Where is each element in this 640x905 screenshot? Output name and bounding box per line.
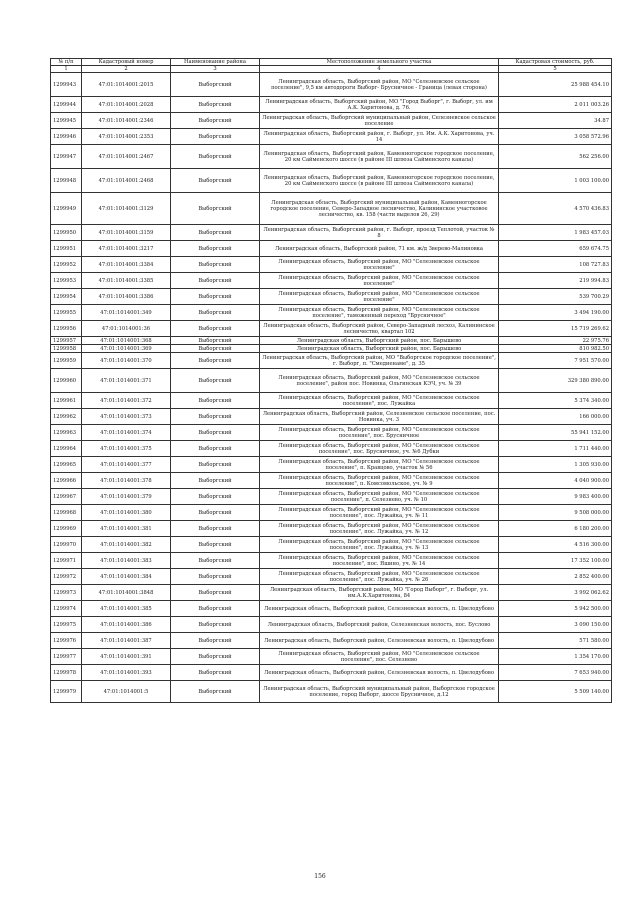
district-name: Выборгский <box>171 473 260 489</box>
cadastral-number: 47:01:1014001:381 <box>82 521 171 537</box>
header-number: № п/п <box>51 59 82 66</box>
row-number: 1299961 <box>51 393 82 409</box>
cadastral-number: 47:01:1014001:349 <box>82 305 171 321</box>
cadastral-number: 47:01:1014001:384 <box>82 569 171 585</box>
land-location: Ленинградская область, Выборгский район, Селезневская волость, п. Цвелодубово <box>260 633 499 649</box>
cadastral-value: 659 674.75 <box>499 241 612 257</box>
row-number: 1299970 <box>51 537 82 553</box>
table-row <box>51 665 612 681</box>
district-name: Выборгский <box>171 241 260 257</box>
land-location: Ленинградская область, Выборгский район, МО "Селезневское сельское поселение" <box>260 273 499 289</box>
cadastral-value: 562 256.00 <box>499 145 612 169</box>
land-location: Ленинградская область, Выборгский район, МО "Селезневское сельское поселение", п. Селезнево, уч. № 10 <box>260 489 499 505</box>
land-location: Ленинградская область, Выборгский район, МО "Селезневское сельское поселение", пос. Лужайка <box>260 393 499 409</box>
row-number: 1299974 <box>51 601 82 617</box>
cadastral-value: 3 992 062.62 <box>499 585 612 601</box>
cadastral-value: 7 951 570.00 <box>499 353 612 369</box>
row-number: 1299960 <box>51 369 82 393</box>
cadastral-value: 2 852 400.00 <box>499 569 612 585</box>
row-number: 1299973 <box>51 585 82 601</box>
table-row <box>51 345 612 353</box>
row-number: 1299962 <box>51 409 82 425</box>
cadastral-value: 4 040 900.00 <box>499 473 612 489</box>
table-row <box>51 257 612 273</box>
table-row <box>51 617 612 633</box>
district-name: Выборгский <box>171 681 260 703</box>
district-name: Выборгский <box>171 617 260 633</box>
land-location: Ленинградская область, Выборгский район, Северо-Западный лесхоз, Калининское лесничество, квартал 102 <box>260 321 499 337</box>
cadastral-value: 1 354 170.00 <box>499 649 612 665</box>
table-row <box>51 633 612 649</box>
row-number: 1299945 <box>51 113 82 129</box>
land-location: Ленинградская область, Выборгский район, МО "Селезневское сельское поселение", п. Комсомольское, уч. № 9 <box>260 473 499 489</box>
table-row <box>51 553 612 569</box>
cadastral-value: 4 516 300.00 <box>499 537 612 553</box>
column-number: 5 <box>499 66 612 73</box>
cadastral-number: 47:01:1014001:2346 <box>82 113 171 129</box>
row-number: 1299977 <box>51 649 82 665</box>
district-name: Выборгский <box>171 369 260 393</box>
cadastral-number: 47:01:1014001:2467 <box>82 145 171 169</box>
cadastral-value: 9 983 400.00 <box>499 489 612 505</box>
column-number: 1 <box>51 66 82 73</box>
cadastral-value: 3 090 150.00 <box>499 617 612 633</box>
row-number: 1299947 <box>51 145 82 169</box>
district-name: Выборгский <box>171 145 260 169</box>
table-body <box>51 73 612 703</box>
cadastral-number: 47:01:1014001:382 <box>82 537 171 553</box>
cadastral-value: 3 494 190.00 <box>499 305 612 321</box>
table-row <box>51 353 612 369</box>
table-row <box>51 97 612 113</box>
row-number: 1299972 <box>51 569 82 585</box>
cadastral-number: 47:01:1014001:3217 <box>82 241 171 257</box>
table-row <box>51 169 612 193</box>
table-row <box>51 505 612 521</box>
table-row <box>51 225 612 241</box>
header-district: Наименование района <box>171 59 260 66</box>
cadastral-value: 1 003 100.00 <box>499 169 612 193</box>
cadastral-number: 47:01:1014001:375 <box>82 441 171 457</box>
land-location: Ленинградская область, Выборгский район, МО "Селезневское сельское поселение", пос. Лужайка, уч. № 12 <box>260 521 499 537</box>
table-row <box>51 425 612 441</box>
cadastral-number: 47:01:1014001:3159 <box>82 225 171 241</box>
row-number: 1299979 <box>51 681 82 703</box>
cadastral-value: 166 000.00 <box>499 409 612 425</box>
table-row <box>51 457 612 473</box>
land-location: Ленинградская область, Выборгский район, МО "Селезневское сельское поселение", пос. Брусничное, уч. №6 Дубки <box>260 441 499 457</box>
district-name: Выборгский <box>171 273 260 289</box>
land-location: Ленинградская область, Выборгский муниципальный район, Каменногорское городское поселение, Северо-Западное лесничество, Калининское участковое лесничество, кв. 158 (части выделов 26, 29) <box>260 193 499 225</box>
cadastral-number: 47:01:1014001:373 <box>82 409 171 425</box>
district-name: Выборгский <box>171 457 260 473</box>
district-name: Выборгский <box>171 425 260 441</box>
land-location: Ленинградская область, Выборгский район, Каменногорское городское поселение, 20 км Сайменского шоссе (в районе III шлюза Сайменского канала) <box>260 145 499 169</box>
district-name: Выборгский <box>171 649 260 665</box>
row-number: 1299978 <box>51 665 82 681</box>
row-number: 1299976 <box>51 633 82 649</box>
row-number: 1299965 <box>51 457 82 473</box>
district-name: Выборгский <box>171 521 260 537</box>
land-location: Ленинградская область, Выборгский район, МО "Селезневское сельское поселение", п. Кравцово, участок № 56 <box>260 457 499 473</box>
table-row <box>51 193 612 225</box>
district-name: Выборгский <box>171 585 260 601</box>
district-name: Выборгский <box>171 113 260 129</box>
district-name: Выборгский <box>171 569 260 585</box>
district-name: Выборгский <box>171 321 260 337</box>
cadastral-number: 47:01:1014001:3129 <box>82 193 171 225</box>
district-name: Выборгский <box>171 537 260 553</box>
row-number: 1299950 <box>51 225 82 241</box>
land-location: Ленинградская область, Выборгский район, МО "Селезневское сельское поселение", пос. Лужайка, уч. № 13 <box>260 537 499 553</box>
district-name: Выборгский <box>171 129 260 145</box>
district-name: Выборгский <box>171 337 260 345</box>
cadastral-value: 55 941 152.00 <box>499 425 612 441</box>
land-location: Ленинградская область, Выборгский район, МО "Селезневское сельское поселение", 9,5 км автодороги Выборг- Брусничное - Граница (левая сторона) <box>260 73 499 97</box>
cadastral-number: 47:01:1014001:377 <box>82 457 171 473</box>
land-location: Ленинградская область, Выборгский район, Селезневское сельское поселение, пос. Новинка, уч. 3 <box>260 409 499 425</box>
row-number: 1299963 <box>51 425 82 441</box>
row-number: 1299968 <box>51 505 82 521</box>
district-name: Выборгский <box>171 393 260 409</box>
cadastral-value: 34.87 <box>499 113 612 129</box>
row-number: 1299971 <box>51 553 82 569</box>
land-location: Ленинградская область, Выборгский район, 71 км. ж/д Зверево-Малиновка <box>260 241 499 257</box>
row-number: 1299949 <box>51 193 82 225</box>
land-location: Ленинградская область, Выборгский район, Селезневская волость, п. Цвелодубово <box>260 665 499 681</box>
table-row <box>51 649 612 665</box>
cadastral-value: 6 180 200.00 <box>499 521 612 537</box>
table-row <box>51 337 612 345</box>
cadastral-value: 25 988 454.10 <box>499 73 612 97</box>
row-number: 1299948 <box>51 169 82 193</box>
cadastral-value: 17 352 100.00 <box>499 553 612 569</box>
cadastral-value: 810 982.50 <box>499 345 612 353</box>
district-name: Выборгский <box>171 73 260 97</box>
row-number: 1299966 <box>51 473 82 489</box>
cadastral-number: 47:01:1014001:370 <box>82 353 171 369</box>
land-location: Ленинградская область, Выборгский муниципальный район, Селезневское сельское поселение <box>260 113 499 129</box>
row-number: 1299958 <box>51 345 82 353</box>
row-number: 1299969 <box>51 521 82 537</box>
table-row <box>51 73 612 97</box>
cadastral-value: 329 380 890.00 <box>499 369 612 393</box>
table-row <box>51 409 612 425</box>
cadastral-value: 5 374 340.00 <box>499 393 612 409</box>
row-number: 1299967 <box>51 489 82 505</box>
cadastral-number: 47:01:1014001:391 <box>82 649 171 665</box>
row-number: 1299975 <box>51 617 82 633</box>
district-name: Выборгский <box>171 633 260 649</box>
document-sheet <box>50 58 609 703</box>
cadastral-number: 47:01:1014001:2028 <box>82 97 171 113</box>
cadastral-number: 47:01:1014001:378 <box>82 473 171 489</box>
row-number: 1299954 <box>51 289 82 305</box>
cadastral-value: 4 570 436.83 <box>499 193 612 225</box>
cadastral-value: 15 719 269.62 <box>499 321 612 337</box>
cadastral-number: 47:01:1014001:2015 <box>82 73 171 97</box>
land-location: Ленинградская область, Выборгский район, г. Выборг, ул. Им. А.К. Харитонова, уч. 14 <box>260 129 499 145</box>
district-name: Выборгский <box>171 225 260 241</box>
table-row <box>51 585 612 601</box>
table-row <box>51 601 612 617</box>
land-location: Ленинградская область, Выборгский район, МО "Город Выборг", г. Выборг, ул. им А.К. Харитонова, д. 76. <box>260 97 499 113</box>
cadastral-number: 47:01:1014001:5 <box>82 681 171 703</box>
district-name: Выборгский <box>171 169 260 193</box>
table-row <box>51 521 612 537</box>
cadastral-value: 2 011 003.26 <box>499 97 612 113</box>
row-number: 1299943 <box>51 73 82 97</box>
cadastral-number: 47:01:1014001:3385 <box>82 273 171 289</box>
table-header-row <box>51 59 612 66</box>
cadastral-number: 47:01:1014001:368 <box>82 337 171 345</box>
cadastral-value: 1 983 457.03 <box>499 225 612 241</box>
row-number: 1299957 <box>51 337 82 345</box>
land-location: Ленинградская область, Выборгский район, МО "Селезневское сельское поселение", пос. Лужайка, уч. № 11 <box>260 505 499 521</box>
header-cadastral: Кадастровый номер <box>82 59 171 66</box>
cadastral-number: 47:01:1014001:383 <box>82 553 171 569</box>
cadastral-number: 47:01:1014001:387 <box>82 633 171 649</box>
district-name: Выборгский <box>171 505 260 521</box>
table-row <box>51 241 612 257</box>
district-name: Выборгский <box>171 97 260 113</box>
land-location: Ленинградская область, Выборгский район, МО "Селезневское сельское поселение", пос. Яшино, уч. № 14 <box>260 553 499 569</box>
land-location: Ленинградская область, Выборгский район, МО "Селезневское сельское поселение" <box>260 257 499 273</box>
cadastral-number: 47:01:1014001:2353 <box>82 129 171 145</box>
cadastral-number: 47:01:1014001:380 <box>82 505 171 521</box>
district-name: Выборгский <box>171 553 260 569</box>
cadastral-value: 219 994.83 <box>499 273 612 289</box>
cadastral-value: 571 580.00 <box>499 633 612 649</box>
land-location: Ленинградская область, Выборгский район, г. Выборг, проезд Теплотой, участок № 8 <box>260 225 499 241</box>
cadastral-value: 108 727.83 <box>499 257 612 273</box>
cadastral-number: 47:01:1014001:371 <box>82 369 171 393</box>
cadastral-value: 3 058 572.96 <box>499 129 612 145</box>
cadastral-number: 47:01:1014001:385 <box>82 601 171 617</box>
table-row <box>51 681 612 703</box>
cadastral-number: 47:01:1014001:372 <box>82 393 171 409</box>
cadastral-value: 1 305 930.00 <box>499 457 612 473</box>
column-number: 2 <box>82 66 171 73</box>
cadastral-number: 47:01:1014001:3848 <box>82 585 171 601</box>
cadastral-value: 9 508 000.00 <box>499 505 612 521</box>
table-row <box>51 393 612 409</box>
table-row <box>51 473 612 489</box>
land-location: Ленинградская область, Выборгский район, Селезневская волость, п. Цвелодубово <box>260 601 499 617</box>
district-name: Выборгский <box>171 353 260 369</box>
cadastral-number: 47:01:1014001:2468 <box>82 169 171 193</box>
table-row <box>51 145 612 169</box>
table-row <box>51 569 612 585</box>
page-number: 156 <box>314 873 326 880</box>
row-number: 1299959 <box>51 353 82 369</box>
land-location: Ленинградская область, Выборгский район, МО "Селезневское сельское поселение" <box>260 289 499 305</box>
land-location: Ленинградская область, Выборгский район, МО "Селезневское сельское поселение", пос. Селезнево <box>260 649 499 665</box>
cadastral-number: 47:01:1014001:374 <box>82 425 171 441</box>
cadastral-value: 5 942 500.00 <box>499 601 612 617</box>
land-location: Ленинградская область, Выборгский район, Каменногорское городское поселение, 20 км Сайменского шоссе (в районе III шлюза Сайменского канала) <box>260 169 499 193</box>
cadastral-number: 47:01:1014001:36 <box>82 321 171 337</box>
cadastral-value: 7 653 940.00 <box>499 665 612 681</box>
header-location: Местоположение земельного участка <box>260 59 499 66</box>
row-number: 1299952 <box>51 257 82 273</box>
land-location: Ленинградская область, Выборгский район, МО "Селезневское сельское поселение", таможенный переход "Брусничное" <box>260 305 499 321</box>
cadastral-number: 47:01:1014001:369 <box>82 345 171 353</box>
land-location: Ленинградская область, Выборгский район, МО "Город Выборг", г. Выборг, ул. им.А.К.Харитонова, 84 <box>260 585 499 601</box>
table-row <box>51 273 612 289</box>
land-location: Ленинградская область, Выборгский район, Селезневская волость, пос. Бусловo <box>260 617 499 633</box>
row-number: 1299955 <box>51 305 82 321</box>
cadastral-number: 47:01:1014001:393 <box>82 665 171 681</box>
cadastral-number: 47:01:1014001:3384 <box>82 257 171 273</box>
row-number: 1299956 <box>51 321 82 337</box>
cadastral-value: 1 711 440.00 <box>499 441 612 457</box>
district-name: Выборгский <box>171 489 260 505</box>
land-location: Ленинградская область, Выборгский район, МО "Селезневское сельское поселение", пос. Брусничное <box>260 425 499 441</box>
row-number: 1299953 <box>51 273 82 289</box>
cadastral-number: 47:01:1014001:3386 <box>82 289 171 305</box>
table-row <box>51 489 612 505</box>
table-row <box>51 369 612 393</box>
table-row <box>51 441 612 457</box>
land-location: Ленинградская область, Выборгский район, МО "Селезневское сельское поселение", пос. Лужайка, уч. № 26 <box>260 569 499 585</box>
district-name: Выборгский <box>171 601 260 617</box>
table-row <box>51 321 612 337</box>
cadastral-value: 539 700.29 <box>499 289 612 305</box>
district-name: Выборгский <box>171 289 260 305</box>
column-number: 3 <box>171 66 260 73</box>
cadastral-value: 5 509 140.00 <box>499 681 612 703</box>
table-row <box>51 129 612 145</box>
cadastral-table <box>50 58 612 703</box>
table-row <box>51 537 612 553</box>
table-row <box>51 289 612 305</box>
district-name: Выборгский <box>171 441 260 457</box>
district-name: Выборгский <box>171 345 260 353</box>
district-name: Выборгский <box>171 305 260 321</box>
cadastral-value: 22 975.76 <box>499 337 612 345</box>
row-number: 1299964 <box>51 441 82 457</box>
cadastral-number: 47:01:1014001:379 <box>82 489 171 505</box>
header-value: Кадастровая стоимость, руб. <box>499 59 612 66</box>
table-row <box>51 305 612 321</box>
land-location: Ленинградская область, Выборгский район, пос. Барышево <box>260 345 499 353</box>
row-number: 1299944 <box>51 97 82 113</box>
district-name: Выборгский <box>171 665 260 681</box>
cadastral-number: 47:01:1014001:386 <box>82 617 171 633</box>
district-name: Выборгский <box>171 193 260 225</box>
district-name: Выборгский <box>171 257 260 273</box>
land-location: Ленинградская область, Выборгский район, пос. Барышево <box>260 337 499 345</box>
land-location: Ленинградская область, Выборгский район, МО "Селезневское сельское поселение", район пос. Новинка, Ольгинская КЭЧ, уч. № 39 <box>260 369 499 393</box>
district-name: Выборгский <box>171 409 260 425</box>
land-location: Ленинградская область, Выборгский район, МО "Выборгское городское поселение", г. Выборг, п. "Смедиенаме", д. 35 <box>260 353 499 369</box>
table-row <box>51 113 612 129</box>
land-location: Ленинградская область, Выборгский муниципальный район, Выборгское городское поселение, город Выборг, шоссе Брусничное, д.12 <box>260 681 499 703</box>
row-number: 1299951 <box>51 241 82 257</box>
row-number: 1299946 <box>51 129 82 145</box>
column-number-row <box>51 66 612 73</box>
column-number: 4 <box>260 66 499 73</box>
